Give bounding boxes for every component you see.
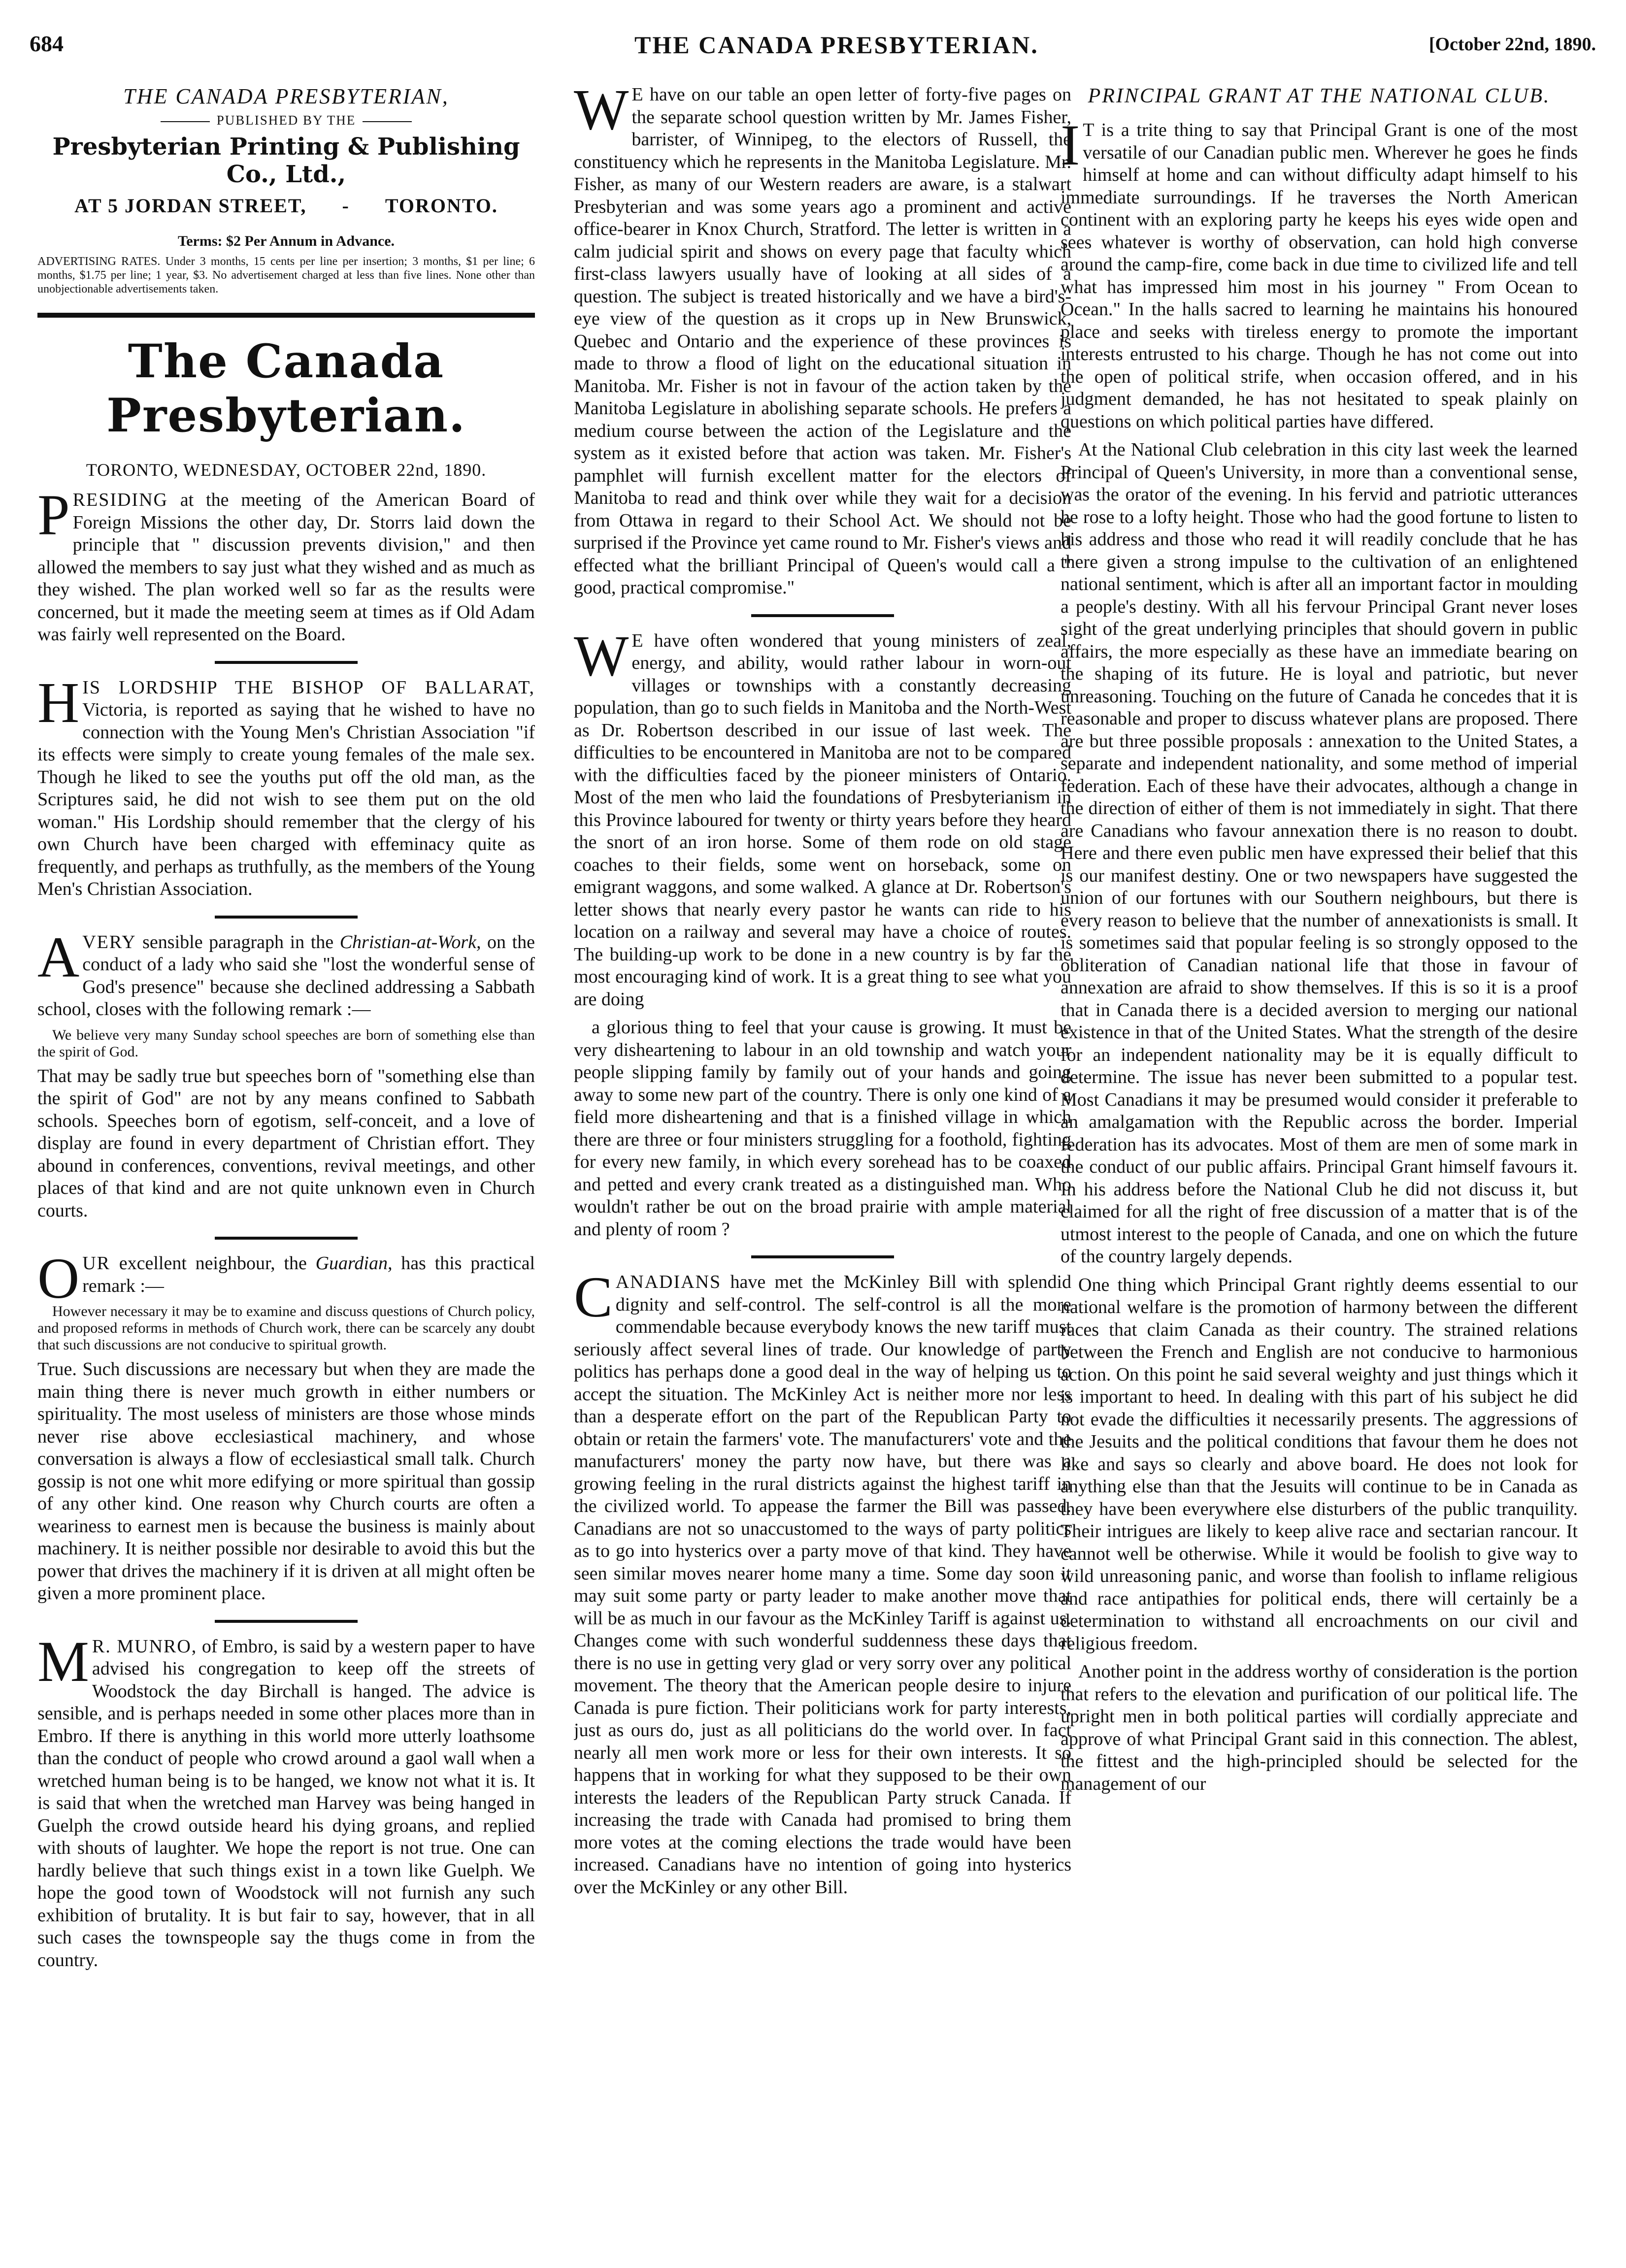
- subscription-terms: Terms: $2 Per Annum in Advance.: [177, 233, 395, 249]
- issue-date: [October 22nd, 1890.: [1428, 34, 1596, 55]
- article-christian-at-work-cont: That may be sadly true but speeches born of "something else than the spirit of God" are not by any means confined to Sabbath schools. Speeches born of egotism, self-conceit, and a love of display are found in every department of Christian effort. They abound in conferences, conventions, revival meetings, and other places of that kind and are not quite unknown even in Church courts.: [37, 1065, 535, 1221]
- divider-rule: [37, 313, 535, 318]
- column-left: [37, 84, 535, 2216]
- article-principal-grant: I T is a trite thing to say that Principal Grant is one of the most versatile of our Canadian public men. Wherever he goes he finds himself at home and can without difficulty adapt himself to his immediate surroundings. If he traverses the North American continent with an exploring party he keeps his eyes wide open and sees whatever is worthy of observation, can hold high converse around the camp-fire, come back in due time to civilized life and tell what has impressed him most in his journey " From Ocean to Ocean." In the halls sacred to learning he maintains his honoured place and seeks with tireless energy to promote the important interests entrusted to his charge. Though he has not come out into the open of political strife, when occasion offered, and in his judgment demanded, he has not hesitated to speak plainly on questions on which political parties have differed.: [1061, 113, 1578, 432]
- article-board-missions: PRESIDING at the meeting of the American Board of Foreign Missions the other day, Dr. Storrs laid down the principle that " discussion prevents division," and then allowed the members to say just what they wished and as much as they wished. The plan worked well so far as the results were concerned, but it made the meeting seem at times as if Old Adam was fairly well represented on the Board.: [37, 483, 535, 645]
- publisher-address: AT 5 JORDAN STREET, - TORONTO.: [74, 195, 498, 217]
- article-principal-grant-p3: One thing which Principal Grant rightly deems essential to our national welfare is the promotion of harmony between the different races that claim Canada as their country. The strained relations between the French and English are not conducive to harmonious action. On this point he said several weighty and just things which it is important to heed. In dealing with this part of his subject he did not evade the difficulties it necessarily presents. The aggressions of the Jesuits and the political conditions that favour them he does not like and says so clearly and above board. He does not look for anything else than that the Jesuits will continue to be in Canada as they have been everywhere else disturbers of the public tranquility. Their intrigues are likely to keep alive race and sectarian rancour. It cannot well be otherwise. While it would be foolish to give way to wild unreasoning panic, and worse than foolish to inflame religious and race antipathies for political ends, there will certainly be a determination to withstand all encroachments on our civil and religious freedom.: [1061, 1274, 1578, 1654]
- column-right: [1061, 84, 1578, 2216]
- divider-rule: [215, 916, 358, 919]
- article-principal-grant-p4: Another point in the address worthy of consideration is the portion that refers to the elevation and purification of our political life. The upright men in both political parties will cordially appreciate and approve of what Principal Grant said in this connection. The ablest, the fittest and the high-principled should be selected for the management of our: [1061, 1661, 1578, 1794]
- article-heading: PRINCIPAL GRANT AT THE NATIONAL CLUB.: [1088, 85, 1551, 107]
- advertising-rates: ADVERTISING RATES. Under 3 months, 15 cents per line per insertion; 3 months, $1 per line; 6 months, $1.75 per line; 1 year, $3. No advertisement charged at less than five lines. None other than unobjectionable advertisements taken.: [37, 255, 535, 296]
- article-young-ministers-cont: a glorious thing to feel that your cause is growing. It must be very disheartening to labour in an old township and watch your people slipping family by family out of your hands and going away to some new part of the country. There is only one kind of a field more disheartening and that is a finished village in which there are three or four ministers struggling for a foothold, fighting for every new family, in which every sorehead has to be coaxed and petted and every crank treated as a distinguished man. Who wouldn't rather be out on the broad prairie with ample material and plenty of room ?: [574, 1017, 1071, 1240]
- quoted-remark: We believe very many Sunday school speeches are born of something else than the spirit of God.: [37, 1026, 535, 1060]
- masthead-title: THE CANADA PRESBYTERIAN,: [123, 84, 449, 108]
- divider-rule: [215, 1620, 358, 1623]
- article-principal-grant-p2: At the National Club celebration in this city last week the learned Principal of Queen's University, in more than a conventional sense, was the orator of the evening. In his fervid and patriotic utterances he rose to a lofty height. Those who had the good fortune to listen to his address and those who read it will readily conclude that he has there given a strong impulse to the cultivation of an enlightened national sentiment, which is after all an important factor in moulding a people's destiny. With all his fervour Principal Grant never loses sight of the great underlying principles that should govern in public affairs, the more especially as these have an immediate bearing on the shaping of its future. He is loyal and patriotic, but never unreasoning. Touching on the future of Canada he concedes that it is reasonable and proper to discuss whatever plans are proposed. There are but three possible proposals : annexation to the United States, a separate and independent nationality, and some method of imperial federation. Each of these have their advocates, although a change in the direction of either of them is not immediately in sight. That there are Canadians who favour annexation there is no reason to doubt. Here and there even public men have expressed their belief that this is our manifest destiny. One or two newspapers have suggested the union of our fortunes with our Southern neighbours, but there is every reason to believe that the number of annexationists is small. It is sometimes said that popular feeling is so strongly opposed to the obliteration of Canadian national life that those in favour of annexation are afraid to show themselves. If this is so it is a proof that in Canada there is a decided aversion to merging our national existence in that of the United States. What the strength of the desire for an independent nationality may be it is equally difficult to determine. The issue has never been submitted to a popular test. Most Canadians it may be presumed would consider it preferable to an amalgamation with the Republic across the border. Imperial federation has its advocates. Most of them are men of some mark in the conduct of our public affairs. Principal Grant himself favours it. In his address before the National Club he did not discuss it, but claimed for all the right of free discussion of a matter that is of the utmost interest to the people of Canada, and one on which the future of the country largely depends.: [1061, 439, 1578, 1267]
- divider-rule: [751, 1255, 894, 1258]
- page-number: 684: [30, 31, 64, 56]
- article-guardian-cont: True. Such discussions are necessary but when they are made the main thing there is never much growth in either numbers or spirituality. The most useless of ministers are those whose minds never rise above ecclesiastical machinery, and whose conversation is always a flow of ecclesiastical small talk. Church gossip is not one whit more edifying or more spiritual than gossip of any other kind. One reason why Church courts are often a weariness to earnest men is because the business is mainly about machinery. It is neither possible nor desirable to avoid this but the power that drives the machinery if it is driven at all might often be given a more prominent place.: [37, 1359, 535, 1604]
- running-header: [30, 31, 1596, 65]
- article-young-ministers: W E have often wondered that young ministers of zeal, energy, and ability, would rather labour in worn-out villages or townships with a constantly decreasing population, than go to such fields in Manitoba and the North-West as Dr. Robertson described in our issue of last week. The difficulties to be encountered in Manitoba are not to be compared with the difficulties faced by the pioneer ministers of Ontario. Most of the men who laid the foundations of Presbyterianism in this Province laboured for twenty or thirty years before they heard the snort of an iron horse. Some of them rode on old stage coaches to their fields, some went on horseback, some on emigrant waggons, and some walked. A glance at Dr. Robertson's letter shows that nearly every pastor he wants can ride to his location on a railway and several may have a choice of routes. The building-up work to be done in a new country is by far the most encouraging kind of work. It is a great thing to see what you are doing: [574, 623, 1071, 1010]
- article-guardian: OUR excellent neighbour, the Guardian, has this practical remark :—: [37, 1246, 535, 1311]
- article-mr-munro: M R. MUNRO, of Embro, is said by a western paper to have advised his congregation to keep off the streets of Woodstock the day Birchall is hanged. The advice is sensible, and is perhaps needed in some other places more than in Embro. If there is anything in this world more utterly loathsome than the conduct of people who crowd around a gaol wall when a wretched human being is to be hanged, we know not what it is. It is said that when the wretched man Harvey was being hanged in Guelph the crowd outside heard his dying groans, and replied with shouts of laughter. We hope the report is not true. One can hardly believe that such things exist in a town like Guelph. We hope the good town of Woodstock will not furnish any such exhibition of brutality. It is but fair to say, however, that in all such cases the townspeople say the thugs come in from the country.: [37, 1629, 535, 1971]
- published-by-line: PUBLISHED BY THE: [37, 113, 535, 128]
- article-bishop-ballarat: HIS LORDSHIP THE BISHOP OF BALLARAT, Victoria, is reported as saying that he wished to have no connection with the Young Men's Christian Association "if its effects were simply to create young females of the male sex. Though he liked to see the youths put off the old man, as the Scriptures said, he did not wish to see them put on the old woman." His Lordship should remember that the clergy of his own Church have been charged with effeminacy quite as frequently, and perhaps as truthfully, as the members of the Young Men's Christian Association.: [37, 670, 535, 899]
- divider-rule: [215, 1237, 358, 1240]
- nameplate: The Canada Presbyterian.: [106, 334, 466, 443]
- divider-rule: [215, 661, 358, 664]
- publisher-name: Presbyterian Printing & Publishing Co., Ltd.,: [52, 133, 520, 188]
- article-fisher-letter: W E have on our table an open letter of forty-five pages on the separate school question written by Mr. James Fisher, barrister, of Winnipeg, to the electors of Russell, the constituency which he represents in the Manitoba Legislature. Mr. Fisher, as many of our Western readers are aware, is a stalwart Presbyterian and was some years ago a prominent and active office-bearer in Knox Church, Stratford. The letter is written in a calm judicial spirit and shows on every page that faculty which first-class lawyers usually have of looking at all sides of a question. The subject is treated historically and we have a bird's-eye view of the question as it crops up in New Brunswick, Quebec and Ontario and the experience of these provinces is made to throw a flood of light on the educational situation in Manitoba. Mr. Fisher is not in favour of the action taken by the Manitoba Legislature in abolishing separate schools. He prefers a medium course between the action of the Legislature and the system as it existed before that action was taken. Mr. Fisher's pamphlet will furnish excellent matter for the electors of Manitoba to read and think over while they wait for a decision from Ottawa in regard to their School Act. We should not be surprised if the Province yet came round to Mr. Fisher's views and effected what the brilliant Principal of Queen's would call a " good, practical compromise.": [574, 84, 1071, 598]
- quoted-remark: However necessary it may be to examine and discuss questions of Church policy, and proposed reforms in methods of Church work, there can be scarcely any doubt that such discussions are not conducive to spiritual growth.: [37, 1303, 535, 1353]
- divider-rule: [751, 614, 894, 617]
- running-title: THE CANADA PRESBYTERIAN.: [634, 31, 1039, 59]
- column-middle: [574, 84, 1071, 2216]
- dateline: TORONTO, WEDNESDAY, OCTOBER 22nd, 1890.: [86, 460, 487, 480]
- article-mckinley-bill: CANADIANS have met the McKinley Bill with splendid dignity and self-control. The self-control is all the more commendable because everybody knows the new tariff must seriously affect several lines of trade. Our knowledge of party politics has perhaps done a good deal in the way of helping us to accept the situation. The McKinley Act is neither more nor less than a desperate effort on the part of the Republican Party to obtain or retain the farmers' vote. The manufacturers' vote and the manufacturers' money the party now have, but there was a growing feeling in the rural districts against the highest tariff in the civilized world. To appease the farmer the Bill was passed. Canadians are not so unaccustomed to the ways of party politics as to go into hysterics over a party move of that kind. They have seen similar moves nearer home many a time. Some day soon it may suit some party or party leader to make another move that will be as much in our favour as the McKinley Tariff is against us. Changes come with such wonderful suddenness these days that there is no use in getting very glad or very sorry over any political movement. The theory that the American people desire to injure Canada is pure fiction. Their politicians work for party interests, just as ours do, just as all politicians do the world over. In fact nearly all men work more or less for their own interests. It so happens that in working for what they supposed to be their own interests the leaders of the Republican Party struck Canada. If increasing the trade with Canada had promised to bring them more votes at the coming elections the trade would have been increased. Canadians have no intention of going into hysterics over the McKinley or any other Bill.: [574, 1265, 1071, 1898]
- article-christian-at-work: AVERY sensible paragraph in the Christian-at-Work, on the conduct of a lady who said she "lost the wonderful sense of God's presence" because she declined addressing a Sabbath school, closes with the following remark :—: [37, 924, 535, 1019]
